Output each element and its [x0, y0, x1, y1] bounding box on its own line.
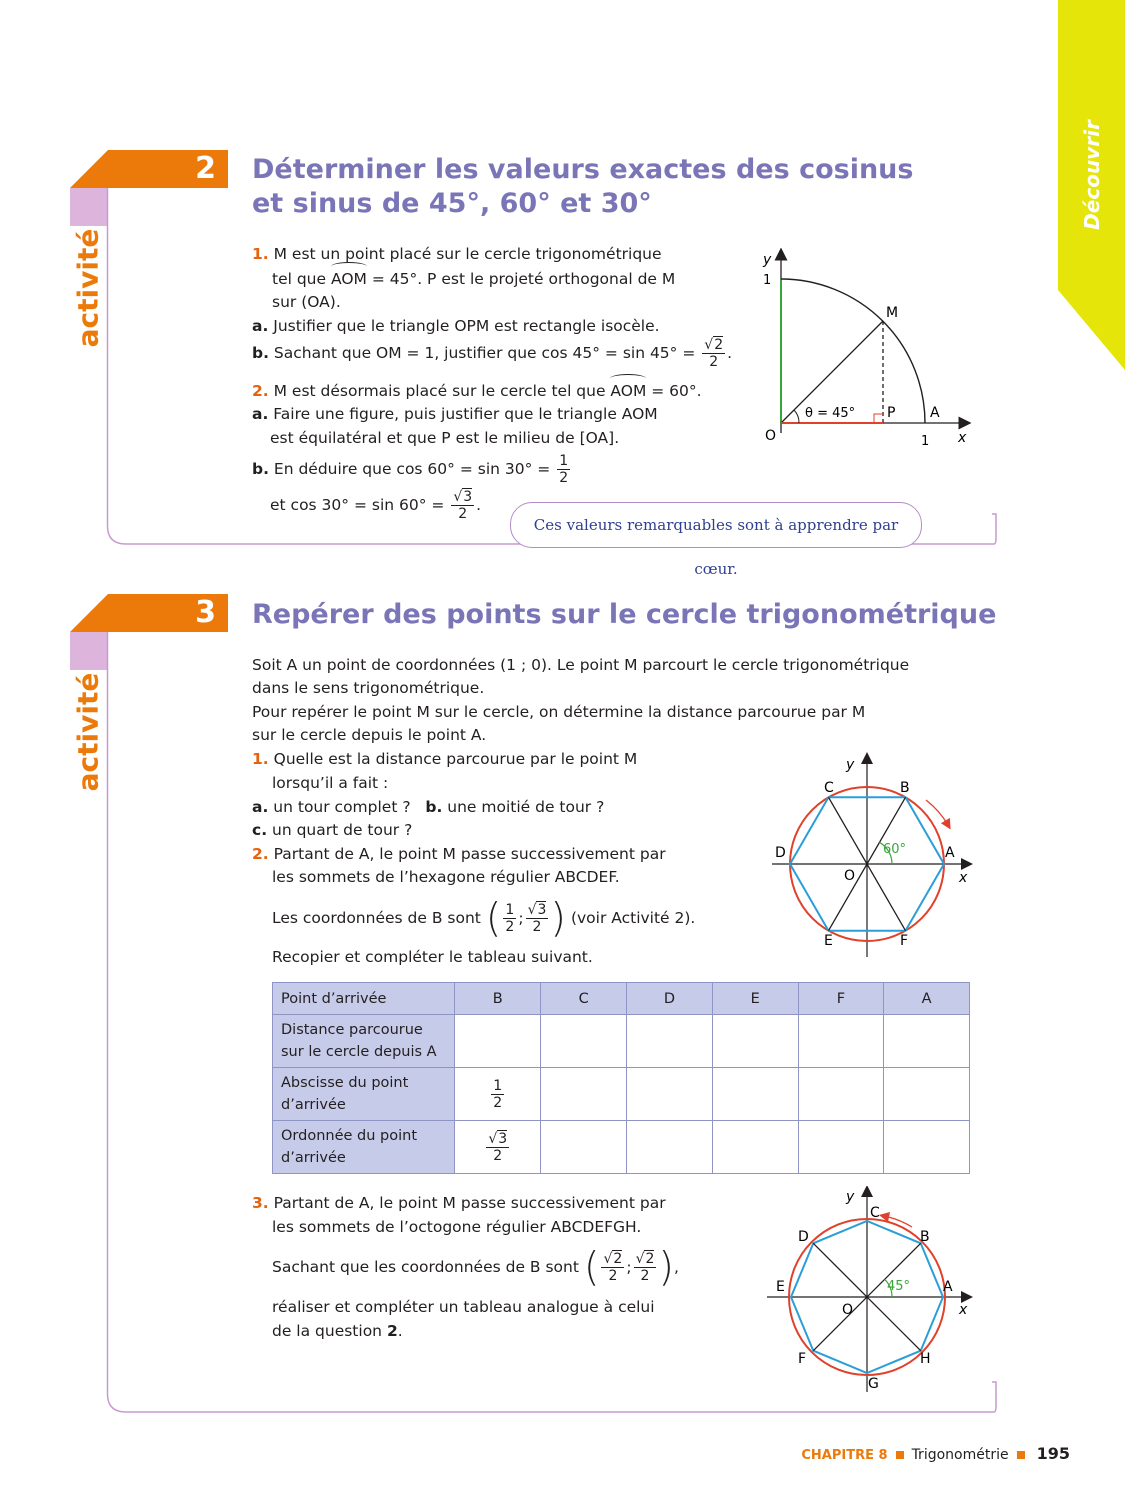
a3-intro-1: Soit A un point de coordonnées (1 ; 0). Le point M parcourt le cercle trigonométrique [252, 656, 910, 674]
table-row [273, 1068, 970, 1121]
table-header: D [627, 983, 713, 1015]
table-cell [712, 1068, 798, 1121]
table-header-row [273, 983, 970, 1015]
activity-2-number-badge: 2 [70, 150, 228, 188]
hex-label-angle: 60° [883, 842, 907, 857]
page-footer [801, 1444, 1070, 1463]
a3-q1-c: c. un quart de tour ? [252, 821, 413, 839]
row-label-ordinate: Ordonnée du point d’arrivée [273, 1121, 455, 1174]
a2-q2a-line1: a. Faire une figure, puis justifier que le triangle AOM [252, 405, 658, 423]
a2-q1-line2: tel que AOM = 45°. P est le projeté orthogonal de M [272, 267, 675, 291]
table-header: A [884, 983, 970, 1015]
a3-q2-coords: Les coordonnées de B sont ( $\frac{1}{2}$ ; $\frac{√3}{2}$ ) (voir Activité 2). [272, 895, 696, 942]
footer-chapter: CHAPITRE 8 [801, 1448, 888, 1463]
table-cell [712, 1015, 798, 1068]
fig1-label-M: M [886, 305, 899, 321]
hex-label-F: F [900, 933, 909, 949]
oct-label-y: y [846, 1189, 855, 1205]
oct-label-angle: 45° [887, 1279, 911, 1294]
table-cell [798, 1015, 884, 1068]
a3-q2-instruction: Recopier et compléter le tableau suivant. [272, 948, 593, 966]
a2-q1a: a. Justifier que le triangle OPM est rectangle isocèle. [252, 317, 660, 335]
table-row [273, 1121, 970, 1174]
fig1-label-A: A [930, 405, 940, 421]
a3-q1-line2: lorsqu’il a fait : [272, 774, 389, 792]
table-cell [541, 1068, 627, 1121]
a3-q2-line1: 2. Partant de A, le point M passe successivement par [252, 845, 666, 863]
hex-label-y: y [846, 757, 855, 773]
a2-q2a-line2: est équilatéral et que P est le milieu de [OA]. [270, 429, 620, 447]
table-header: F [798, 983, 884, 1015]
activity-3-marker [70, 632, 108, 670]
completion-table [272, 982, 970, 1174]
a2-q2b-line2: et cos 30° = sin 60° = $\frac{√3}{2}$ . [270, 489, 482, 522]
hex-label-x: x [959, 870, 968, 886]
a2-q2: 2. M est désormais placé sur le cercle tel que AOM = 60°. [252, 379, 702, 403]
quarter-circle-figure [755, 248, 980, 453]
oct-label-E: E [776, 1279, 785, 1295]
a3-q3-coords: Sachant que les coordonnées de B sont ( $\frac{√2}{2}$ ; $\frac{√2}{2}$ ), [272, 1244, 679, 1291]
table-cell [884, 1015, 970, 1068]
a3-intro-2: dans le sens trigonométrique. [252, 679, 485, 697]
row-label-distance: Distance parcourue sur le cercle depuis A [273, 1015, 455, 1068]
hex-label-A: A [945, 845, 955, 861]
a2-q1b: b. Sachant que OM = 1, justifier que cos 45° = sin 45° = $\frac{√2}{2}$ . [252, 337, 733, 370]
table-cell [627, 1121, 713, 1174]
activity-2-title: Déterminer les valeurs exactes des cosinus et sinus de 45°, 60° et 30° [252, 154, 914, 219]
activity-2-label: activité [71, 228, 105, 348]
a3-q1-line1: 1. Quelle est la distance parcourue par le point M [252, 750, 638, 768]
hex-label-C: C [824, 780, 834, 796]
table-header: C [541, 983, 627, 1015]
table-cell-abscissa-B: $\frac{1}{2}$ [455, 1068, 541, 1121]
oct-label-C: C [870, 1205, 880, 1221]
a3-q3-line5: de la question 2. [272, 1322, 403, 1340]
hex-label-E: E [824, 933, 833, 949]
table-header: Point d’arrivée [273, 983, 455, 1015]
a3-intro-3: Pour repérer le point M sur le cercle, on détermine la distance parcourue par M [252, 703, 866, 721]
activity-3-number-badge: 3 [70, 594, 228, 632]
oct-label-F: F [798, 1351, 807, 1367]
a2-q1-line3: sur (OA). [272, 293, 341, 311]
table-cell [884, 1121, 970, 1174]
hex-label-D: D [775, 845, 786, 861]
oct-label-B: B [920, 1229, 930, 1245]
a3-q3-line2: les sommets de l’octogone régulier ABCDEFGH. [272, 1218, 642, 1236]
hexagon-figure [762, 752, 977, 962]
oct-label-A: A [943, 1279, 953, 1295]
activity-3-title: Repérer des points sur le cercle trigonométrique [252, 599, 997, 630]
table-cell [455, 1015, 541, 1068]
fig1-label-x: x [958, 430, 967, 446]
fig1-label-P: P [887, 405, 896, 421]
memo-note: Ces valeurs remarquables sont à apprendre par cœur. [510, 502, 922, 548]
a3-q2-line2: les sommets de l’hexagone régulier ABCDEF. [272, 868, 620, 886]
table-cell [627, 1068, 713, 1121]
table-cell [884, 1068, 970, 1121]
table-cell-ordinate-B: $\frac{√3}{2}$ [455, 1121, 541, 1174]
fig1-label-theta: θ = 45° [805, 406, 856, 421]
oct-label-O: O [842, 1302, 854, 1318]
activity-2-marker [70, 188, 108, 226]
table-header: B [455, 983, 541, 1015]
oct-label-D: D [798, 1229, 809, 1245]
table-cell [712, 1121, 798, 1174]
a3-intro-4: sur le cercle depuis le point A. [252, 726, 487, 744]
activity-3-label: activité [71, 672, 105, 792]
page-number: 195 [1036, 1444, 1070, 1463]
hex-label-B: B [900, 780, 910, 796]
octagon-figure [762, 1186, 977, 1394]
a3-q1-ab: a. un tour complet ? b. une moitié de tour ? [252, 798, 605, 816]
fig1-label-O: O [765, 428, 777, 444]
row-label-abscissa: Abscisse du point d’arrivée [273, 1068, 455, 1121]
a3-q3-line1: 3. Partant de A, le point M passe successivement par [252, 1194, 666, 1212]
fig1-label-one-y: 1 [763, 273, 772, 288]
fig1-label-y: y [763, 252, 772, 268]
table-header: E [712, 983, 798, 1015]
table-cell [627, 1015, 713, 1068]
hex-label-O: O [844, 868, 856, 884]
a2-q1-line1: 1. M est un point placé sur le cercle trigonométrique [252, 245, 662, 263]
side-tab-label: Découvrir [1080, 120, 1104, 230]
table-cell [798, 1068, 884, 1121]
fig1-label-one-x: 1 [921, 434, 930, 449]
table-cell [541, 1015, 627, 1068]
footer-topic: Trigonométrie [911, 1447, 1009, 1463]
table-row [273, 1015, 970, 1068]
oct-label-H: H [920, 1351, 931, 1367]
right-angle-mark [874, 414, 883, 423]
oct-label-G: G [868, 1376, 879, 1392]
a3-q3-line4: réaliser et compléter un tableau analogue à celui [272, 1298, 655, 1316]
table-cell [798, 1121, 884, 1174]
table-cell [541, 1121, 627, 1174]
oct-label-x: x [959, 1302, 968, 1318]
a2-q2b: b. En déduire que cos 60° = sin 30° = $\frac{1}{2}$ [252, 453, 569, 486]
